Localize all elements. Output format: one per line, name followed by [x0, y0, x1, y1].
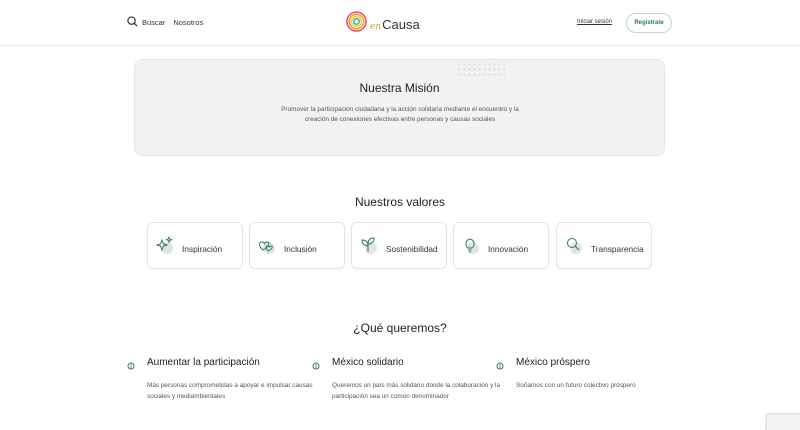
value-label: Innovación: [488, 244, 529, 254]
mission-card: [134, 59, 665, 156]
sparkles-icon: [155, 235, 175, 255]
value-card-inspiracion[interactable]: [147, 222, 243, 269]
lightbulb-icon: [461, 235, 481, 255]
value-label: Inclusión: [284, 244, 317, 254]
want-title: México próspero: [516, 357, 590, 368]
hearts-icon: [257, 235, 277, 255]
leaf-bullet-icon: [127, 357, 135, 365]
mission-title: Nuestra Misión: [359, 81, 440, 95]
nav-link-nosotros[interactable]: Nosotros: [173, 18, 204, 27]
want-title: México solidario: [332, 357, 404, 368]
values-title: Nuestros valores: [354, 195, 446, 209]
logo-text: [370, 17, 420, 32]
want-title: Aumentar la participación: [147, 357, 260, 368]
want-text: Más personas comprometidas a apoyar e impulsar causas sociales y mediambientales: [147, 382, 313, 400]
want-text: Queremos un país más solidario donde la colaboración y la participación sea un común denominador: [332, 382, 501, 400]
value-card-sostenibilidad[interactable]: [351, 222, 447, 269]
recaptcha-badge[interactable]: [766, 414, 800, 430]
wants-title: ¿Qué queremos?: [353, 321, 447, 335]
want-text: Soñamos con un futuro colectivo próspero: [516, 382, 636, 389]
dot-pattern-decoration: [457, 62, 505, 78]
magnifier-icon: [564, 235, 584, 255]
leaf-bullet-icon: [496, 357, 504, 365]
mission-text: Promover la participación ciudadana y la acción solidaria mediante el encuentro y la creación de conexiones efectivas entre personas y causas sociales: [281, 106, 519, 123]
search-label: Buscar: [142, 18, 166, 27]
logo-name: Causa: [382, 16, 420, 32]
login-link[interactable]: Iniciar sesión: [577, 19, 613, 25]
value-label: Inspiración: [182, 244, 223, 254]
leaf-bullet-icon: [312, 357, 320, 365]
search-icon: [127, 16, 138, 29]
value-label: Transparencia: [591, 244, 644, 254]
logo-rings-icon: [346, 11, 367, 37]
value-card-inclusion[interactable]: [249, 222, 345, 269]
header-left-nav: [127, 16, 203, 29]
value-label: Sostenibilidad: [386, 244, 438, 254]
value-card-innovacion[interactable]: [453, 222, 549, 269]
register-button[interactable]: Regístrate: [626, 13, 672, 33]
site-header: [0, 0, 800, 46]
search-button[interactable]: [127, 16, 165, 29]
value-card-transparencia[interactable]: [556, 222, 652, 269]
logo-prefix: en: [370, 21, 382, 32]
sprout-icon: [359, 235, 379, 255]
site-logo[interactable]: [346, 11, 420, 37]
